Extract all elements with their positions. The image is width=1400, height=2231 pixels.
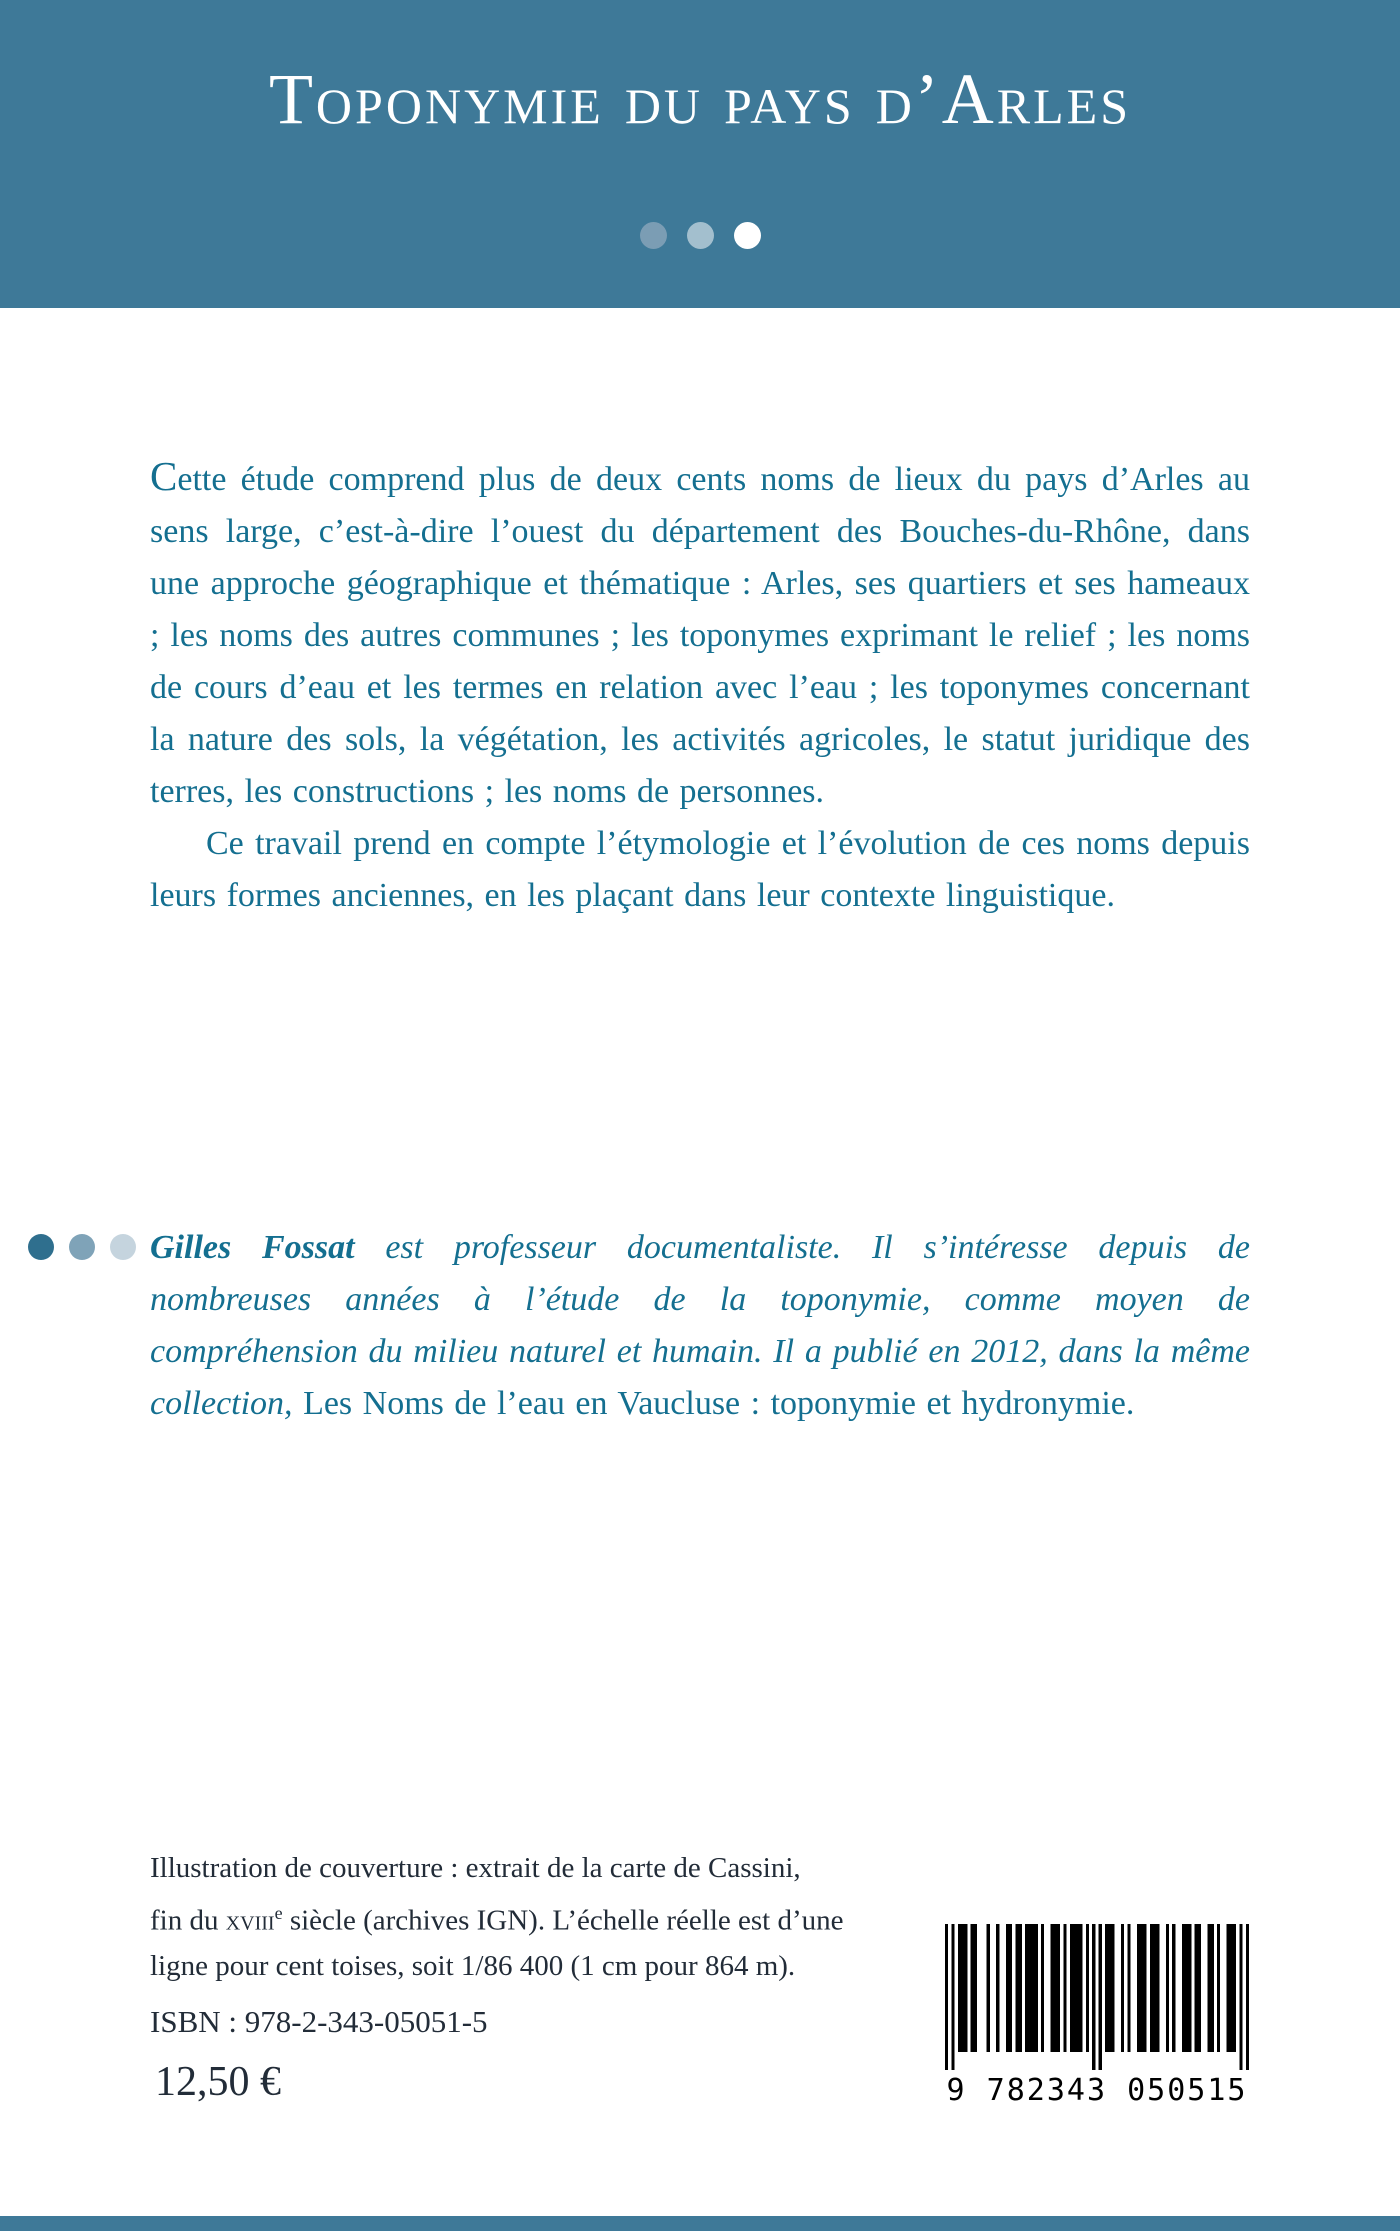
- price: 12,50 €: [155, 2059, 281, 2105]
- dot-icon: [640, 222, 667, 249]
- author-name: Gilles Fossat: [150, 1229, 355, 1266]
- barcode-number: 9 782343 050515: [946, 2073, 1248, 2108]
- title-band: [0, 0, 1400, 308]
- dot-icon: [28, 1234, 54, 1260]
- credit-line-2-pre: fin du: [150, 1904, 226, 1937]
- century-small-caps: xviii: [225, 1904, 275, 1937]
- author-section: [0, 1222, 1400, 1430]
- credit-line-1: Illustration de couverture : extrait de la carte de Cassini,: [150, 1852, 801, 1884]
- cover-credit: [150, 1846, 844, 1989]
- dot-icon: [687, 222, 714, 249]
- paragraph-text: ette étude comprend plus de deux cents noms de lieux du pays d’Arles au sens large, c’est-à-dire l’ouest du département des Bouches-du-Rhône, dans une approche géographique et thématique : Arles, ses quartiers et ses hameaux ; les noms des autres communes ; les toponymes exprimant le relief ; les noms de cours d’eau et les termes en relation avec l’eau ; les toponymes concernant la nature des sols, la végétation, les activités agricoles, le statut juridique des terres, les constructions ; les noms de personnes.: [150, 461, 1250, 810]
- barcode-bars: [945, 1924, 1249, 2070]
- author-bio: [150, 1222, 1250, 1430]
- credit-line-3: ligne pour cent toises, soit 1/86 400 (1 cm pour 864 m).: [150, 1949, 796, 1982]
- description-paragraph-1: [150, 450, 1250, 818]
- description-paragraph-2: Ce travail prend en compte l’étymologie et l’évolution de ces noms depuis leurs formes anciennes, en les plaçant dans leur contexte linguistique.: [150, 825, 1250, 914]
- credit-line-2-post: siècle (archives IGN). L’échelle réelle est d’une: [282, 1904, 844, 1937]
- dot-icon: [69, 1234, 95, 1260]
- description: [150, 450, 1250, 922]
- credit-line-2: [150, 1891, 844, 1944]
- title-dots: [0, 222, 1400, 249]
- barcode: [944, 1924, 1250, 2108]
- century-superscript: e: [274, 1903, 283, 1923]
- dot-icon: [110, 1234, 136, 1260]
- bottom-band: [0, 2216, 1400, 2231]
- author-dots: [28, 1234, 147, 1265]
- previous-book-title: Les Noms de l’eau en Vaucluse : toponymie et hydronymie.: [303, 1385, 1135, 1422]
- isbn: ISBN : 978-2-343-05051-5: [150, 2004, 488, 2039]
- author-bio-text: est professeur documentaliste. Il s’intéresse depuis de nombreuses années à l’étude de la toponymie, comme moyen de compréhension du milieu naturel et humain. Il a publié en 2012, dans la même collection,: [150, 1229, 1250, 1422]
- drop-initial: C: [150, 453, 178, 499]
- book-title: Toponymie du pays d’Arles: [268, 59, 1132, 139]
- dot-icon: [734, 222, 761, 249]
